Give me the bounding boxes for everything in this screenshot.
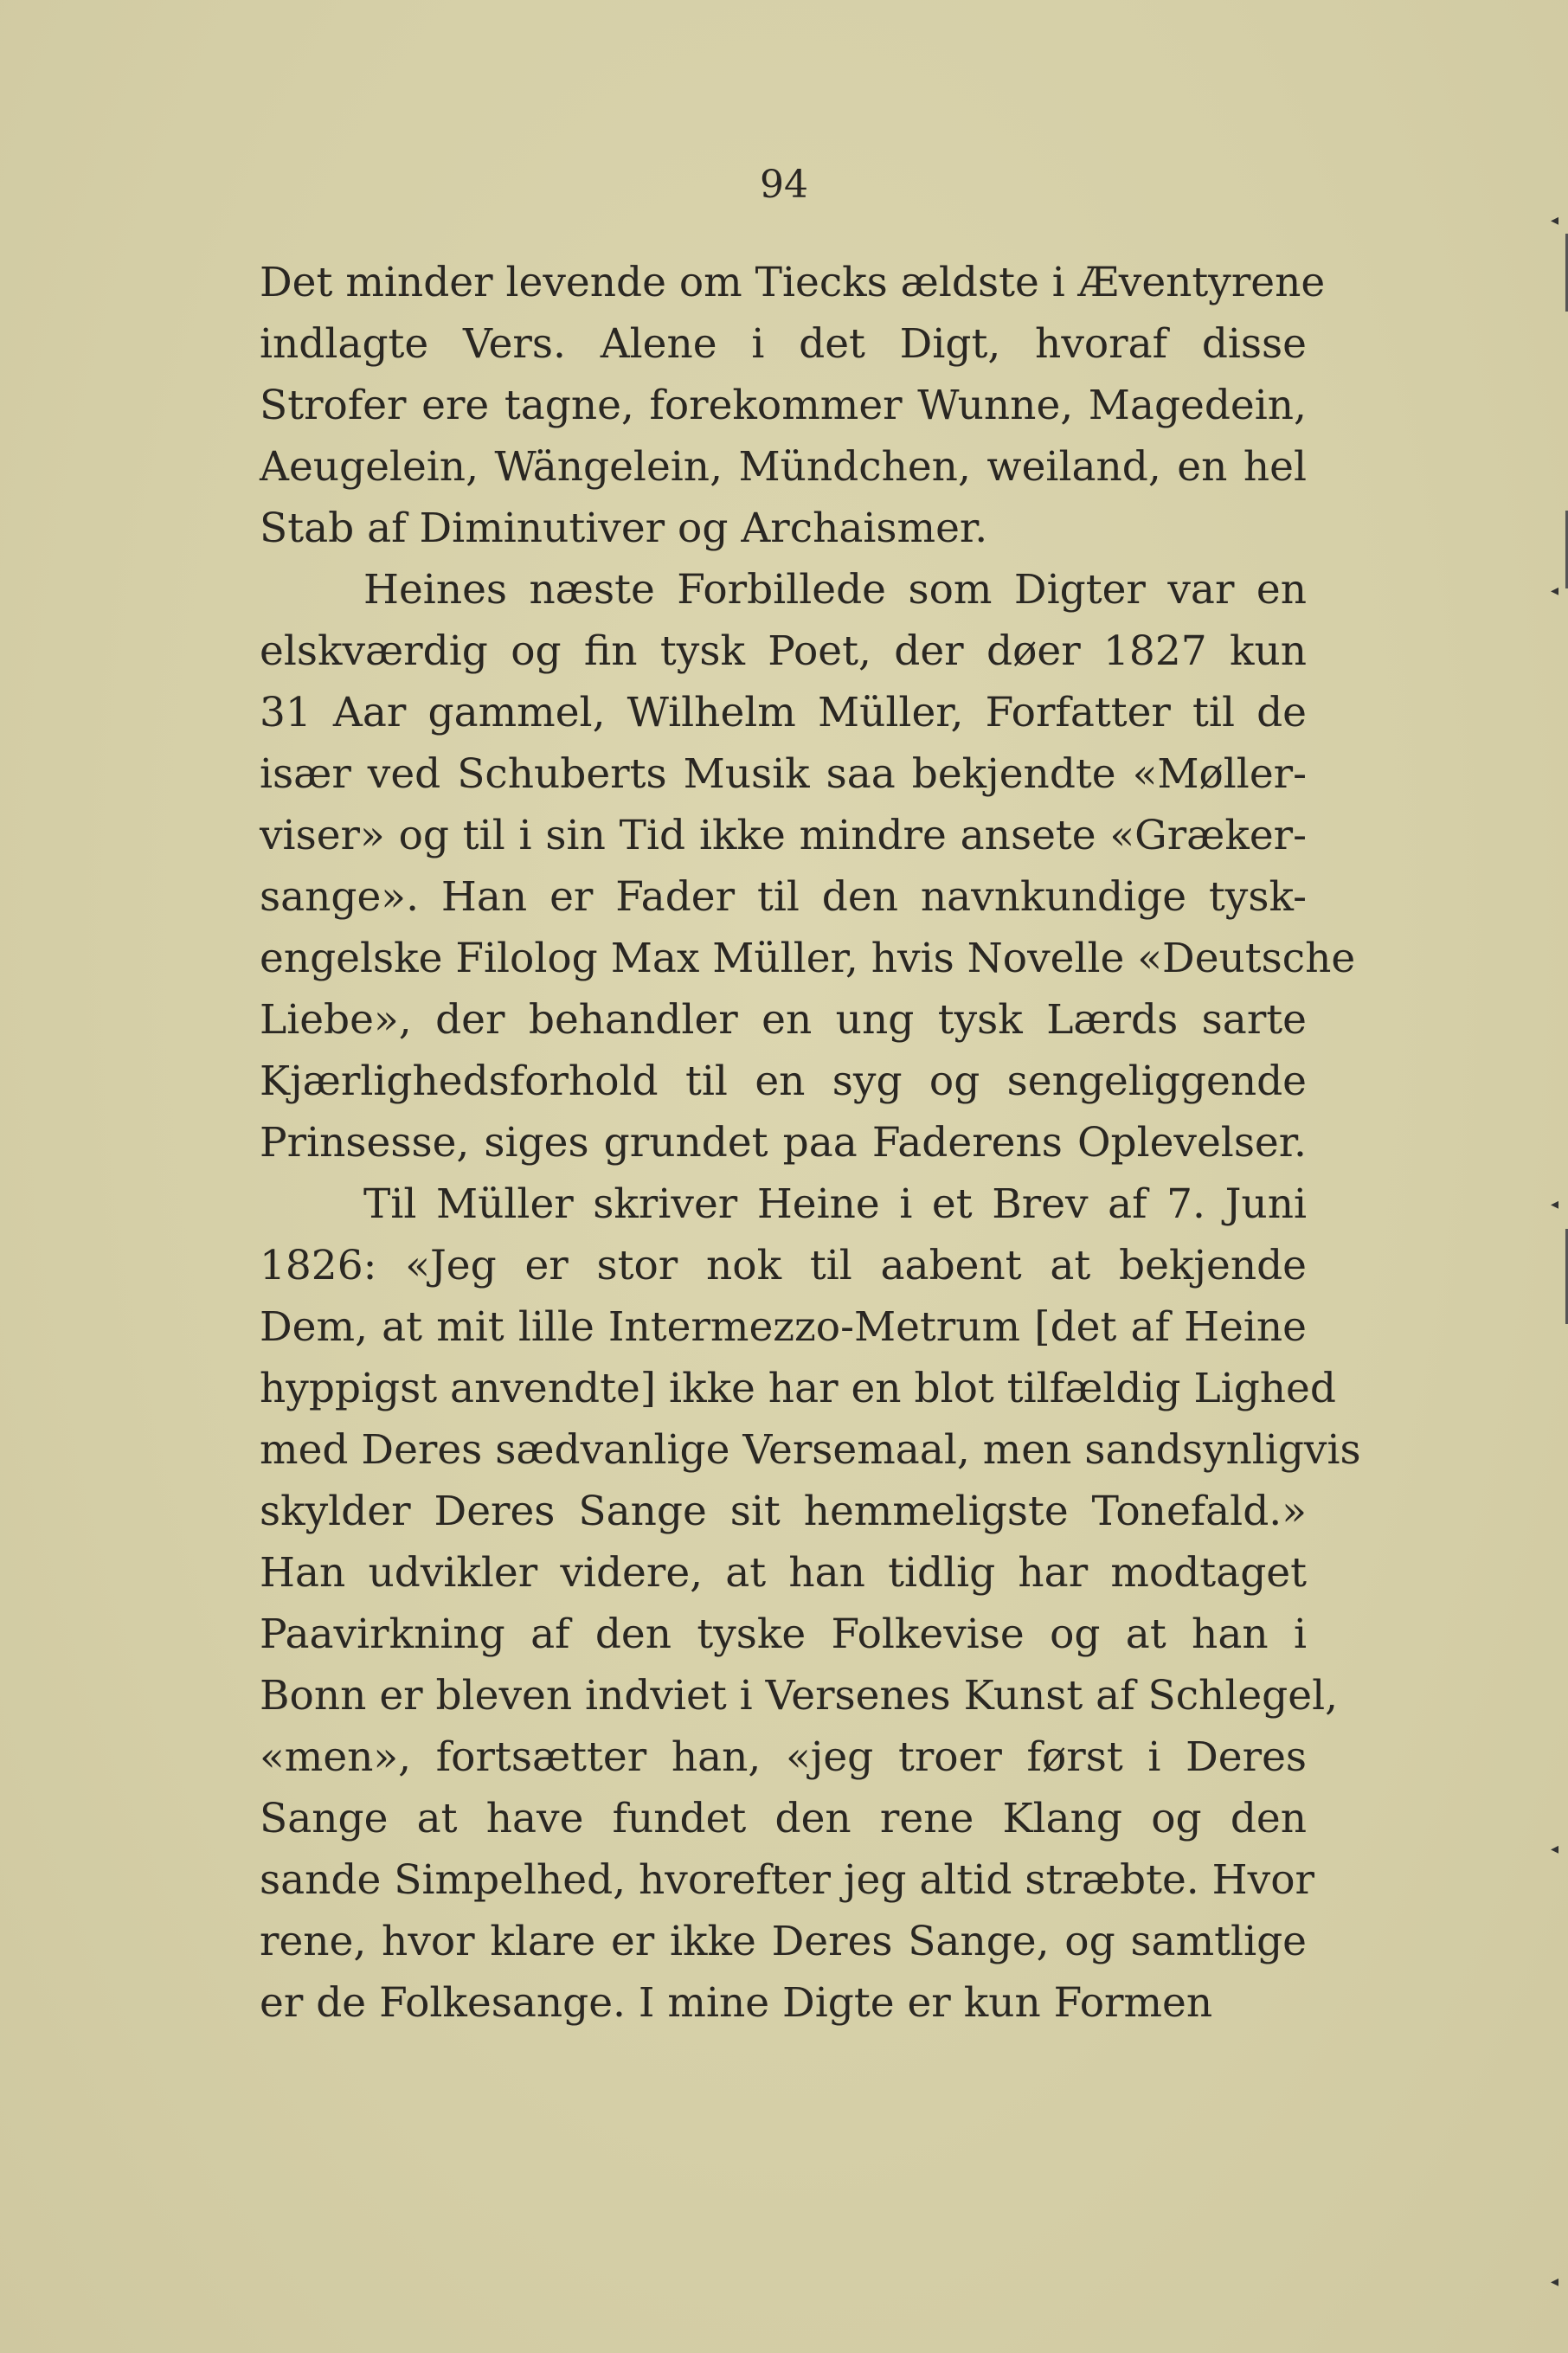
text-line: Stab af Diminutiver og Archaismer.: [260, 505, 988, 552]
text-line: Han udvikler videre, at han tidlig har modtaget: [260, 1549, 1307, 1597]
text-line: Det minder levende om Tiecks ældste i Æventyrene: [260, 259, 1326, 306]
text-line: 31 Aar gammel, Wilhelm Müller, Forfatter til de: [260, 689, 1307, 736]
text-line: Paavirkning af den tyske Folkevise og at han i: [260, 1610, 1307, 1658]
text-line: indlagte Vers. Alene i det Digt, hvoraf disse: [260, 320, 1307, 368]
text-line: Bonn er bleven indviet i Versenes Kunst af Schlegel,: [260, 1672, 1339, 1720]
scan-edge-mark: ◂: [1551, 2273, 1559, 2291]
page-number: 94: [760, 163, 808, 207]
scan-edge-mark: ◂: [1551, 1195, 1559, 1213]
text-line: Til Müller skriver Heine i et Brev af 7. Juni: [363, 1180, 1307, 1228]
text-line: viser» og til i sin Tid ikke mindre ansete «Græker-: [260, 812, 1307, 859]
text-line: rene, hvor klare er ikke Deres Sange, og samtlige: [260, 1918, 1307, 1965]
text-line: «men», fortsætter han, «jeg troer først i Deres: [260, 1733, 1307, 1781]
text-line: skylder Deres Sange sit hemmeligste Tonefald.»: [260, 1488, 1307, 1535]
text-line: med Deres sædvanlige Versemaal, men sandsynligvis: [260, 1426, 1361, 1474]
text-line: Prinsesse, siges grundet paa Faderens Oplevelser.: [260, 1119, 1307, 1167]
text-line: hyppigst anvendte] ikke har en blot tilfældig Lighed: [260, 1365, 1336, 1412]
scan-edge-mark: ◂: [1551, 1840, 1559, 1858]
text-line: Liebe», der behandler en ung tysk Lærds sarte: [260, 996, 1307, 1044]
text-line: sande Simpelhed, hvorefter jeg altid stræbte. Hvor: [260, 1856, 1314, 1904]
text-line: Strofer ere tagne, forekommer Wunne, Magedein,: [260, 382, 1307, 429]
text-line: sange». Han er Fader til den navnkundige tysk-: [260, 873, 1307, 921]
text-line: Aeugelein, Wängelein, Mündchen, weiland, en hel: [260, 443, 1307, 491]
text-line: især ved Schuberts Musik saa bekjendte «Møller-: [260, 750, 1307, 798]
text-line: Dem, at mit lille Intermezzo-Metrum [det af Heine: [260, 1303, 1307, 1351]
text-line: Kjærlighedsforhold til en syg og sengeliggende: [260, 1058, 1307, 1105]
scan-edge-mark: ◂: [1551, 211, 1559, 229]
text-line: Heines næste Forbillede som Digter var en: [363, 566, 1307, 614]
text-line: engelske Filolog Max Müller, hvis Novelle «Deutsche: [260, 935, 1356, 982]
text-line: Sange at have fundet den rene Klang og den: [260, 1795, 1307, 1842]
scan-edge-mark: ◂: [1551, 582, 1559, 600]
text-line: er de Folkesange. I mine Digte er kun Formen: [260, 1979, 1213, 2027]
text-line: elskværdig og fin tysk Poet, der døer 1827 kun: [260, 627, 1307, 675]
text-line: 1826: «Jeg er stor nok til aabent at bekjende: [260, 1242, 1307, 1289]
